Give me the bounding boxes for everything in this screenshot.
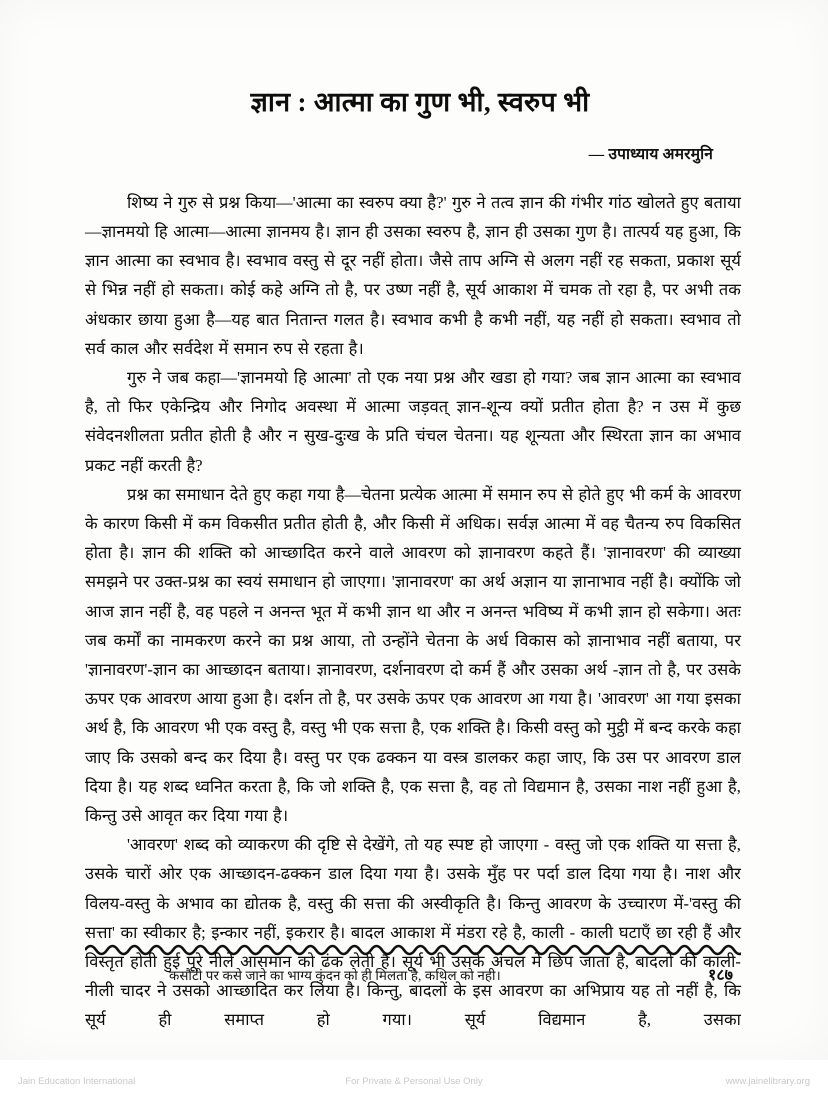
page-content: [85, 86, 741, 1035]
page-footer: [85, 963, 741, 985]
author-byline: — उपाध्याय अमरमुनि: [588, 145, 713, 163]
paragraph: शिष्य ने गुरु से प्रश्न किया—'आत्मा का स्वरुप क्या है?' गुरु ने तत्व ज्ञान की गंभीर गांठ खोलते हुए बताया—ज्ञानमयो हि आत्मा—आत्मा ज्ञानमय है। ज्ञान ही उसका स्वरुप है, ज्ञान ही उसका गुण है। तात्पर्य यह हुआ, कि ज्ञान आत्मा का स्वभाव है। स्वभाव वस्तु से दूर नहीं होता। जैसे ताप अग्नि से अलग नहीं रह सकता, प्रकाश सूर्य से भिन्न नहीं हो सकता। कोई कहे अग्नि तो है, पर उष्ण नहीं है, सूर्य आकाश में चमक तो रहा है, पर अभी तक अंधकार छाया हुआ है—यह बात नितान्त गलत है। स्वभाव कभी है कभी नहीं, यह नहीं हो सकता। स्वभाव तो सर्व काल और सर्वदेश में समान रुप से रहता है।: [85, 192, 741, 358]
watermark-usage-notice: For Private & Personal Use Only: [345, 1076, 483, 1087]
paragraph: गुरु ने जब कहा—'ज्ञानमयो हि आत्मा' तो एक नया प्रश्न और खडा हो गया? जब ज्ञान आत्मा का स्वभाव है, तो फिर एकेन्द्रिय और निगोद अवस्था में आत्मा जड़वत् ज्ञान-शून्य क्यों प्रतीत होता है? न उस में कुछ संवेदनशीलता प्रतीत होती है और न सुख-दुःख के प्रति चंचल चेतना। यह शून्यता और स्थिरता ज्ञान का अभाव प्रकट नहीं करती है?: [85, 367, 741, 475]
library-watermark-bar: [0, 1060, 828, 1103]
watermark-organization: Jain Education International: [18, 1076, 136, 1087]
footer-quote: कसौटी पर कसे जाने का भाग्य कुंदन को ही मिलता है, कथिल को नही।: [169, 968, 501, 983]
watermark-website: www.jainelibrary.org: [725, 1076, 810, 1087]
page-title: ज्ञान : आत्मा का गुण भी, स्वरुप भी: [250, 87, 590, 117]
body-text: [85, 188, 741, 1035]
paragraph: 'आवरण' शब्द को व्याकरण की दृष्टि से देखेंगे, तो यह स्पष्ट हो जाएगा - वस्तु जो एक शक्ति या सत्ता है, उसके चारों ओर एक आच्छादन-ढक्कन डाल दिया गया है। उसके मुँह पर पर्दा डाल दिया गया है। नाश और विलय-वस्तु के अभाव का द्योतक है, वस्तु की सत्ता की अस्वीकृति है। किन्तु आवरण के उच्चारण में-'वस्तु की सत्ता' का स्वीकार है; इन्कार नहीं, इकरार है। बादल आकाश में मंडरा रहे है, काली - काली घटाएँ छा रही हैं और विस्तृत होती हुई पूरे नीले आसमान को ढंक लेती हैं। सूर्य भी उसके अंचल में छिप जाता है, बादलों की काली-नीली चादर ने उसको आच्छादित कर लिया है। किन्तु, बादलों के इस आवरण का अभिप्राय यह तो नहीं है, कि सूर्य ही समाप्त हो गया। सूर्य विद्यमान है, उसका: [85, 835, 741, 1030]
decorative-wavy-rule: [85, 941, 741, 957]
paragraph: प्रश्न का समाधान देते हुए कहा गया है—चेतना प्रत्येक आत्मा में समान रुप से होते हुए भी कर्म के आवरण के कारण किसी में कम विकसीत प्रतीत होती है, और किसी में अधिक। सर्वज्ञ आत्मा में वह चैतन्य रुप विकसित होता है। ज्ञान की शक्ति को आच्छादित करने वाले आवरण को ज्ञानावरण कहते हैं। 'ज्ञानावरण' की व्याख्या समझने पर उक्त-प्रश्न का स्वयं समाधान हो जाएगा। 'ज्ञानावरण' का अर्थ अज्ञान या ज्ञानाभाव नहीं है। क्योंकि जो आज ज्ञान नहीं है, वह पहले न अनन्त भूत में कभी ज्ञान था और न अनन्त भविष्य में कभी ज्ञान हो सकेगा। अतः जब कर्मों का नामकरण करने का प्रश्न आया, तो उन्होंने चेतना के अर्ध विकास को ज्ञानाभाव नहीं बताया, पर 'ज्ञानावरण'-ज्ञान का आच्छादन बताया। ज्ञानावरण, दर्शनावरण दो कर्म हैं और उसका अर्थ -ज्ञान तो है, पर उसके ऊपर एक आवरण आया हुआ है। दर्शन तो है, पर उसके ऊपर एक आवरण आ गया है। 'आवरण' आ गया इसका अर्थ है, कि आवरण भी एक वस्तु है, वस्तु भी एक सत्ता है, एक शक्ति है। किसी वस्तु को मुट्ठी में बन्द करके कहा जाए कि उसको बन्द कर दिया है। वस्तु पर एक ढक्कन या वस्त्र डालकर कहा जाए, कि उस पर आवरण डाल दिया है। यह शब्द ध्वनित करता है, कि जो शक्ति है, एक सत्ता है, वह तो विद्यमान है, उसका नाश नहीं हुआ है, किन्तु उसे आवृत कर दिया गया है।: [85, 484, 741, 826]
page-number: १८७: [708, 967, 733, 984]
